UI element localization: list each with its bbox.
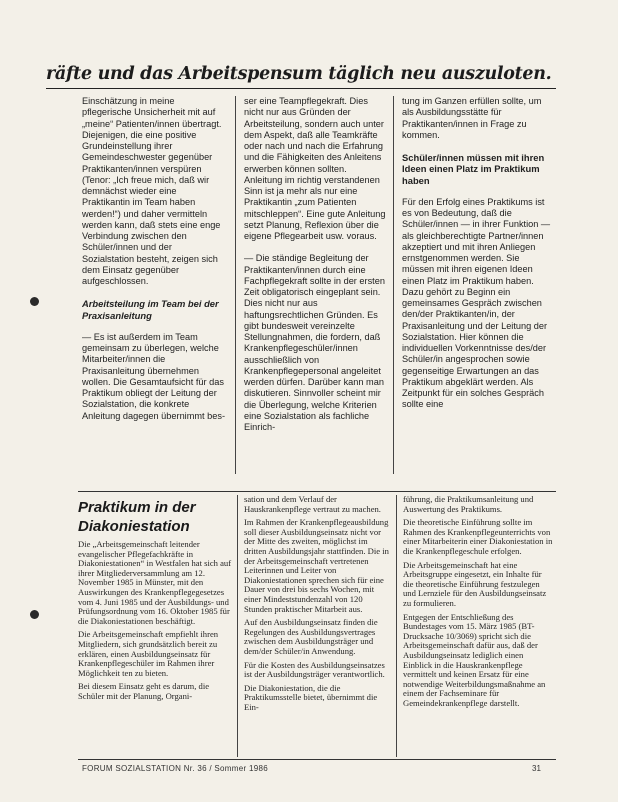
column-divider <box>393 96 394 474</box>
paragraph: Für den Erfolg eines Praktikums ist es von Bedeutung, daß die Schüler/innen — in ihrer Funktion — als gleichberechtigte Partner/innen akzeptiert und mit ihren Anliegen ernstgenommen werden. Sie müssen mit ihren eigenen Ideen einen Platz im Praktikum haben. Dazu gehört zu Beginn ein gemeinsames Gespräch zwischen den/der Praktikanten/in, der Praxisanleitung und der Leitung der Sozialstation. Hier können die individuellen Vorkenntnisse des/der Schüler/in angesprochen sowie gegenseitige Erwartungen an das Praktikum abgeklärt werden. Als Zeitpunkt für ein solches Gespräch sollte eine <box>402 196 551 410</box>
box-title: Praktikum in der Diakoniestation <box>78 499 196 535</box>
column-divider <box>237 495 238 757</box>
paragraph: Die „Arbeitsgemeinschaft leitender evangelischer Pflegefachkräfte in Diakoniestationen“ in Westfalen hat sich auf ihrer Mitgliederversammlung am 12. November 1985 in Münster, mit den Auswirkungen des Krankenpflegegesetzes vom 4. Juni 1985 und der Ausbildungs- und Prüfungsordnung vom 16. Oktober 1985 für die Diakoniestationen beschäftigt. <box>78 540 232 626</box>
lower-column-2 <box>244 495 392 757</box>
subheading: Schüler/innen müssen mit ihren Ideen einen Platz im Praktikum haben <box>402 152 545 186</box>
paragraph: ser eine Teampflegekraft. Dies nicht nur aus Gründen der Arbeitsteilung, sondern auch unter dem Aspekt, daß alle Teamkräfte oder nach und nach die Erfahrung und die Fähigkeiten des Anleitens erwerben können sollten. Anleitung im richtig verstandenen Sinn ist ja mehr als nur eine Praktikantin „zum Patienten mitschleppen“. Eine gute Anleitung setzt Planung, Reflexion über die eigene Pflegearbeit usw. voraus. <box>244 96 386 241</box>
punch-hole <box>30 610 39 619</box>
paragraph: Die Arbeitsgemeinschaft empfiehlt ihren Mitgliedern, sich grundsätzlich bereit zu erklären, einen Ausbildungseinsatz für Krankenpflegeschüler im Rahmen ihrer Möglichkeit ten zu bieten. <box>78 629 219 678</box>
upper-column-3 <box>402 96 552 476</box>
paragraph: Für die Kosten des Ausbildungseinsatzes ist der Ausbildungsträger verantwortlich. <box>244 659 385 680</box>
column-divider <box>396 495 397 757</box>
paragraph: sation und dem Verlauf der Hauskrankenpflege vertraut zu machen. <box>244 495 381 514</box>
paragraph: Entgegen der Entschließung des Bundestages vom 15. März 1985 (BT-Drucksache 10/3069) spricht sich die Arbeitsgemeinschaft dafür aus, daß der Ausbildungseinsatz lediglich einen Einblick in die Hauskrankenpflege vermittelt und keinen Ersatz für eine notwendige Weiterbildungsmaßnahme an einem der Fachseminare für Gemeindekrankenpflege darstellt. <box>403 611 546 708</box>
footer-publication: FORUM SOZIALSTATION Nr. 36 / Sommer 1986 <box>82 764 268 773</box>
paragraph: — Die ständige Begleitung der Praktikanten/innen durch eine Fachpflegekraft sollte in der ersten Zeit obligatorisch eingeplant sein. Dies nicht nur aus haftungsrechtlichen Gründen. Es gibt bundesweit vereinzelte Stellungnahmen, die fordern, daß Krankenpflegeschüler/innen ausschließlich von Krankenpflegepersonal angeleitet werden dürfen. Darüber kann man diskutieren. Sinnvoller scheint mir die Überlegung, welche Kriterien eine Sozialstation als fachliche Einrich- <box>244 253 385 432</box>
box-bottom-rule <box>78 759 556 760</box>
upper-column-2 <box>244 96 386 476</box>
punch-hole <box>30 297 39 306</box>
paragraph: Im Rahmen der Krankenpflegeausbildung soll dieser Ausbildungseinsatz nicht vor der Mitte des zweiten, möglichst im dritten Ausbildungsjahr stattfinden. Die in der Arbeitsgemeinschaft vertretenen Leiterinnen und Leiter von Diakoniestationen sprechen sich für eine Dauer von drei bis sechs Wochen, mit einer Mindeststundenzahl von 120 Stunden praktischer Mitarbeit aus. <box>244 517 389 614</box>
paragraph: Die theoretische Einführung sollte im Rahmen des Krankenpflegeunterrichts von einer Mitarbeiterin einer Diakoniestation in die Krankenpflegeschule erfolgen. <box>403 517 553 556</box>
paragraph: Die Arbeitsgemeinschaft hat eine Arbeitsgruppe eingesetzt, ein Inhalte für die theoretische Einführung festzulegen und Lernziele für den Ausbildungseinsatz zu formulieren. <box>403 559 547 608</box>
page-number: 31 <box>532 764 541 773</box>
paragraph: Einschätzung in meine pflegerische Unsicherheit mit auf „meine“ Patienten/innen übertragt. Diejenigen, die eine positive Grundeinstellung ihrer Gemeindeschwester gegenüber Praktikanten/innen verspüren (Tenor: „Ich freue mich, daß wir demnächst wieder eine Praktikantin im Team haben werden!“) und daher vermitteln werden kann, daß stets eine enge Verbindung zwischen den Schüler/innen und der Sozialstation besteht, zeigen sich dem Einsatz gegenüber aufgeschlossen. <box>82 96 222 286</box>
paragraph: führung, die Praktikumsanleitung und Auswertung des Praktikums. <box>403 495 534 514</box>
upper-column-1 <box>82 96 225 476</box>
lower-column-3 <box>403 495 553 757</box>
headline-rule <box>46 88 556 89</box>
headline: räfte und das Arbeitspensum täglich neu auszuloten. <box>46 64 552 84</box>
lower-column-1 <box>78 540 232 755</box>
paragraph: Auf den Ausbildungseinsatz finden die Regelungen des Ausbildungsvertrages zwischen dem Ausbildungsträger und dem/der Schüler/in Anwendung. <box>244 617 378 656</box>
column-divider <box>235 96 236 474</box>
paragraph: Bei diesem Einsatz geht es darum, die Schüler mit der Planung, Organi- <box>78 681 210 701</box>
spacer <box>244 242 386 253</box>
subheading: Arbeitsteilung im Team bei der Praxisanleitung <box>82 298 219 321</box>
paragraph: — Es ist außerdem im Team gemeinsam zu überlegen, welche Mitarbeiter/innen die Praxisanleitung übernehmen wollen. Die Gesamtaufsicht für das Praktikum obliegt der Leitung der Sozialstation, die konkrete Anleitung dagegen übernimmt bes- <box>82 331 225 421</box>
box-top-rule <box>78 491 556 492</box>
paragraph: tung im Ganzen erfüllen sollte, um als Ausbildungsstätte für Praktikanten/innen in Frage zu kommen. <box>402 96 542 140</box>
paragraph: Die Diakoniestation, die die Praktikumsstelle bietet, übernimmt die Ein- <box>244 682 378 712</box>
